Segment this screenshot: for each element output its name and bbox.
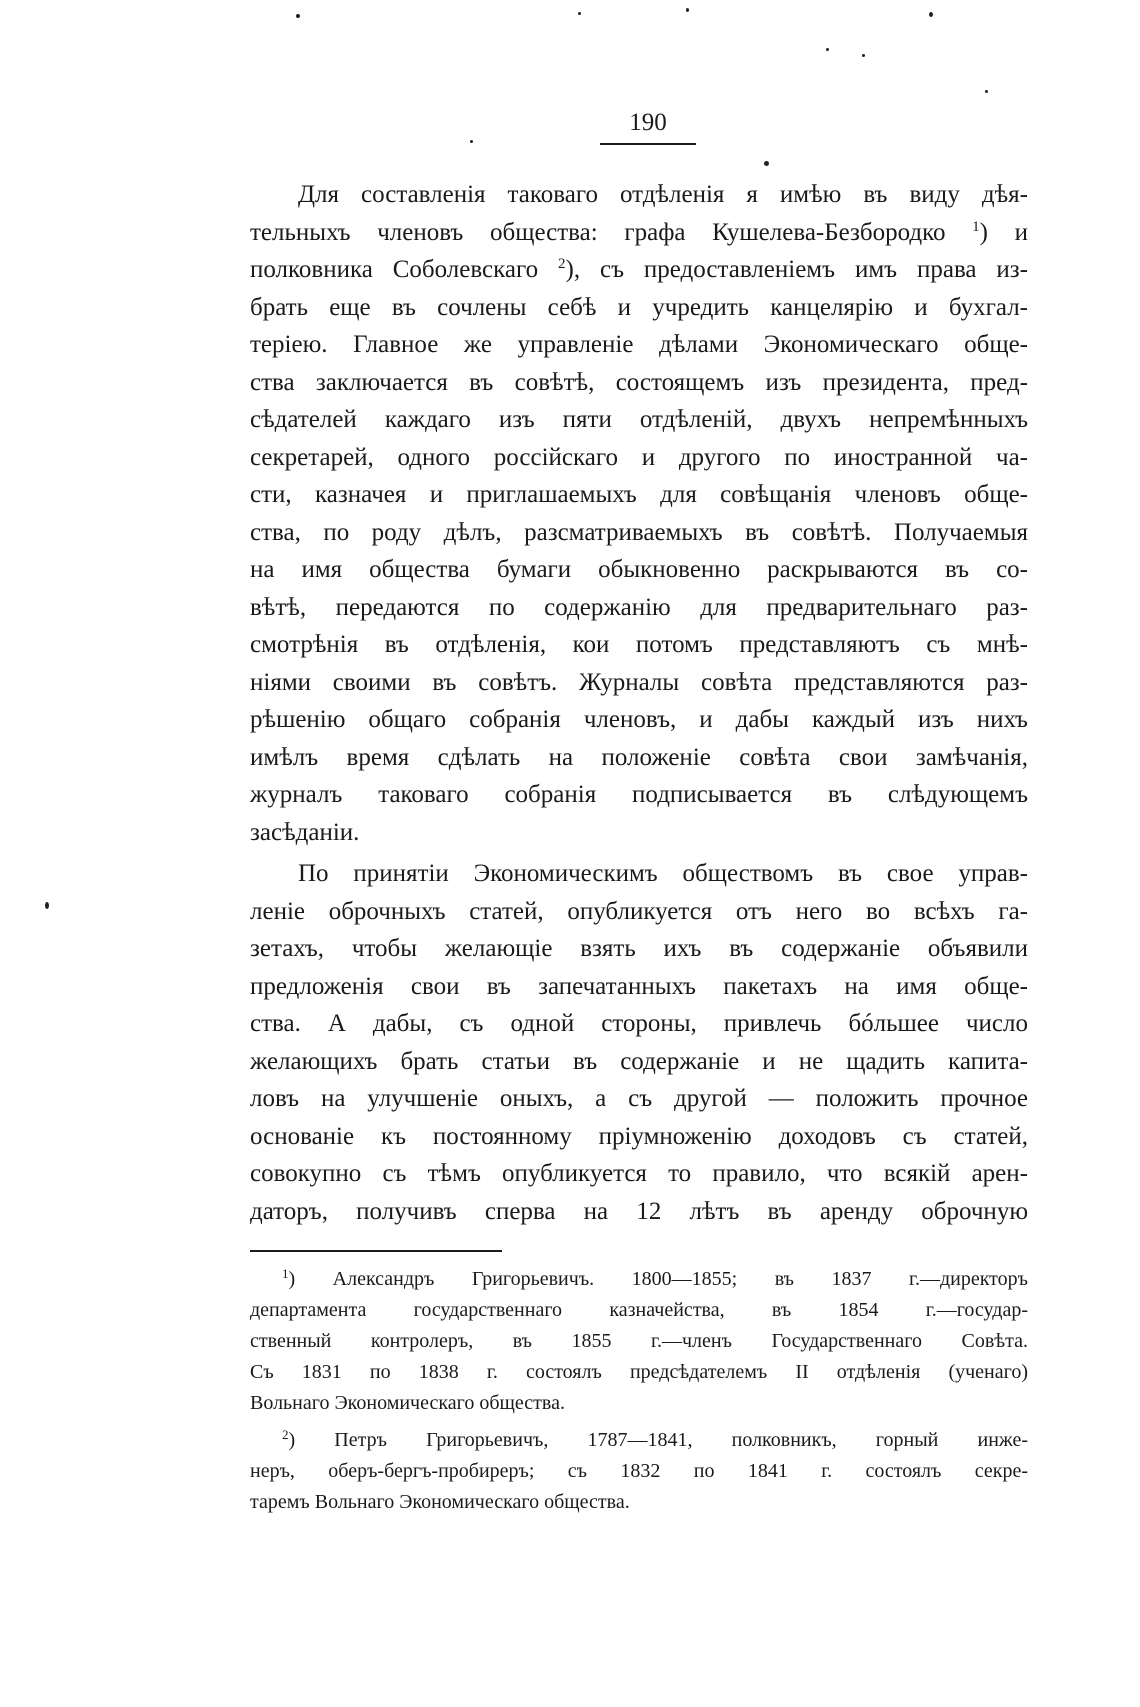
page-number: 190 [629, 109, 667, 136]
scan-speck [45, 902, 49, 909]
scan-speck [470, 140, 473, 143]
text-line: ніями своими въ совѣтъ. Журналы совѣта представляются раз- [250, 668, 1028, 696]
text-line: имѣлъ время сдѣлать на положеніе совѣта свои замѣчанія, [250, 743, 1028, 771]
main-text [250, 176, 1028, 1230]
footnote-line: Съ 1831 по 1838 г. состоялъ предсѣдателемъ II отдѣленія (ученаго) [250, 1361, 1028, 1383]
footnote-line: департамента государственнаго казначейства, въ 1854 г.—государ- [250, 1299, 1028, 1321]
footnote-line: Вольнаго Экономическаго общества. [250, 1392, 565, 1414]
text-line: брать еще въ сочлены себѣ и учредить канцелярію и бухгал- [250, 293, 1028, 321]
text-line: ства заключается въ совѣтѣ, состоящемъ изъ президента, пред- [250, 368, 1028, 396]
text-line: ства. А дабы, съ одной стороны, привлечь бóльшее число [250, 1010, 1028, 1037]
scan-speck [862, 54, 865, 57]
footnote-line: таремъ Вольнаго Экономическаго общества. [250, 1491, 630, 1513]
scan-speck [686, 8, 689, 12]
text-line: желающихъ брать статьи въ содержаніе и не щадить капита- [250, 1047, 1028, 1075]
text-line: ства, по роду дѣлъ, разсматриваемыхъ въ совѣтѣ. Получаемыя [250, 518, 1028, 546]
paragraph [250, 176, 1028, 851]
text-fragment: ) Петръ Григорьевичъ, 1787—1841, полковникъ, горный инже- [288, 1429, 1028, 1451]
text-line: сти, казначея и приглашаемыхъ для совѣщанія членовъ обще- [250, 481, 1028, 508]
footnote-2 [250, 1425, 1028, 1518]
text-fragment: тельныхъ членовъ общества: графа Кушелева-Безбородко [250, 218, 973, 246]
scan-speck [929, 12, 933, 17]
text-line: теріею. Главное же управленіе дѣлами Экономическаго обще- [250, 331, 1028, 358]
text-fragment: полковника Соболевскаго [250, 256, 559, 283]
text-line: журналъ таковаго собранія подписывается въ слѣдующемъ [250, 781, 1028, 808]
footnote-rule [250, 1250, 502, 1252]
text-line: секретарей, одного россійскаго и другого по иностранной ча- [250, 443, 1028, 471]
text-line: даторъ, получивъ сперва на 12 лѣтъ въ аренду оброчную [250, 1197, 1028, 1225]
scan-speck [826, 48, 829, 51]
text-line: По принятіи Экономическимъ обществомъ въ свое управ- [298, 860, 1028, 887]
footnote-ref-1[interactable]: 1 [972, 218, 980, 235]
text-line: ловъ на улучшеніе оныхъ, а съ другой — положить прочное [250, 1085, 1028, 1112]
scan-speck [578, 12, 581, 15]
footnote-mark: 2 [282, 1427, 289, 1442]
text-line: сѣдателей каждаго изъ пяти отдѣленій, двухъ непремѣнныхъ [250, 406, 1028, 433]
text-line: совокупно съ тѣмъ опубликуется то правило, что всякій арен- [250, 1160, 1028, 1187]
footnote-mark: 1 [282, 1266, 289, 1281]
text-line: вѣтѣ, передаются по содержанію для предварительнаго раз- [250, 593, 1028, 621]
text-line: рѣшенію общаго собранія членовъ, и дабы каждый изъ нихъ [250, 706, 1028, 733]
page-number-rule [600, 143, 696, 145]
text-line: смотрѣнія въ отдѣленія, кои потомъ представляютъ съ мнѣ- [250, 631, 1028, 658]
text-fragment: ) и [979, 218, 1028, 246]
scan-speck [764, 161, 769, 166]
text-line: зетахъ, чтобы желающіе взять ихъ въ содержаніе объявили [250, 935, 1028, 962]
footnote-line [250, 1264, 1028, 1295]
text-line: основаніе къ постоянному пріумноженію доходовъ съ статей, [250, 1122, 1028, 1150]
footnote-line: неръ, оберъ-бергъ-пробиреръ; съ 1832 по 1841 г. состоялъ секре- [250, 1460, 1028, 1482]
footnote-line: ственный контролеръ, въ 1855 г.—членъ Государственнаго Совѣта. [250, 1330, 1028, 1352]
text-line: на имя общества бумаги обыкновенно раскрываются въ со- [250, 556, 1028, 583]
paragraph [250, 855, 1028, 1230]
scan-speck [296, 14, 300, 18]
text-line [250, 214, 1028, 252]
text-fragment: ) Александръ Григорьевичъ. 1800—1855; въ 1837 г.—директоръ [288, 1268, 1028, 1290]
text-line: леніе оброчныхъ статей, опубликуется отъ него во всѣхъ га- [250, 897, 1028, 925]
text-line: Для составленія таковаго отдѣленія я имѣю въ виду дѣя- [298, 181, 1028, 208]
text-line: засѣданіи. [250, 818, 360, 846]
footnote-1 [250, 1264, 1028, 1419]
text-fragment: ), съ предоставленіемъ имъ права из- [565, 256, 1028, 283]
text-line [250, 251, 1028, 289]
scan-speck [985, 90, 988, 93]
footnote-ref-2[interactable]: 2 [558, 256, 566, 272]
footnotes [250, 1264, 1028, 1518]
text-line: предложенія свои въ запечатанныхъ пакетахъ на имя обще- [250, 972, 1028, 1000]
footnote-line [250, 1425, 1028, 1456]
